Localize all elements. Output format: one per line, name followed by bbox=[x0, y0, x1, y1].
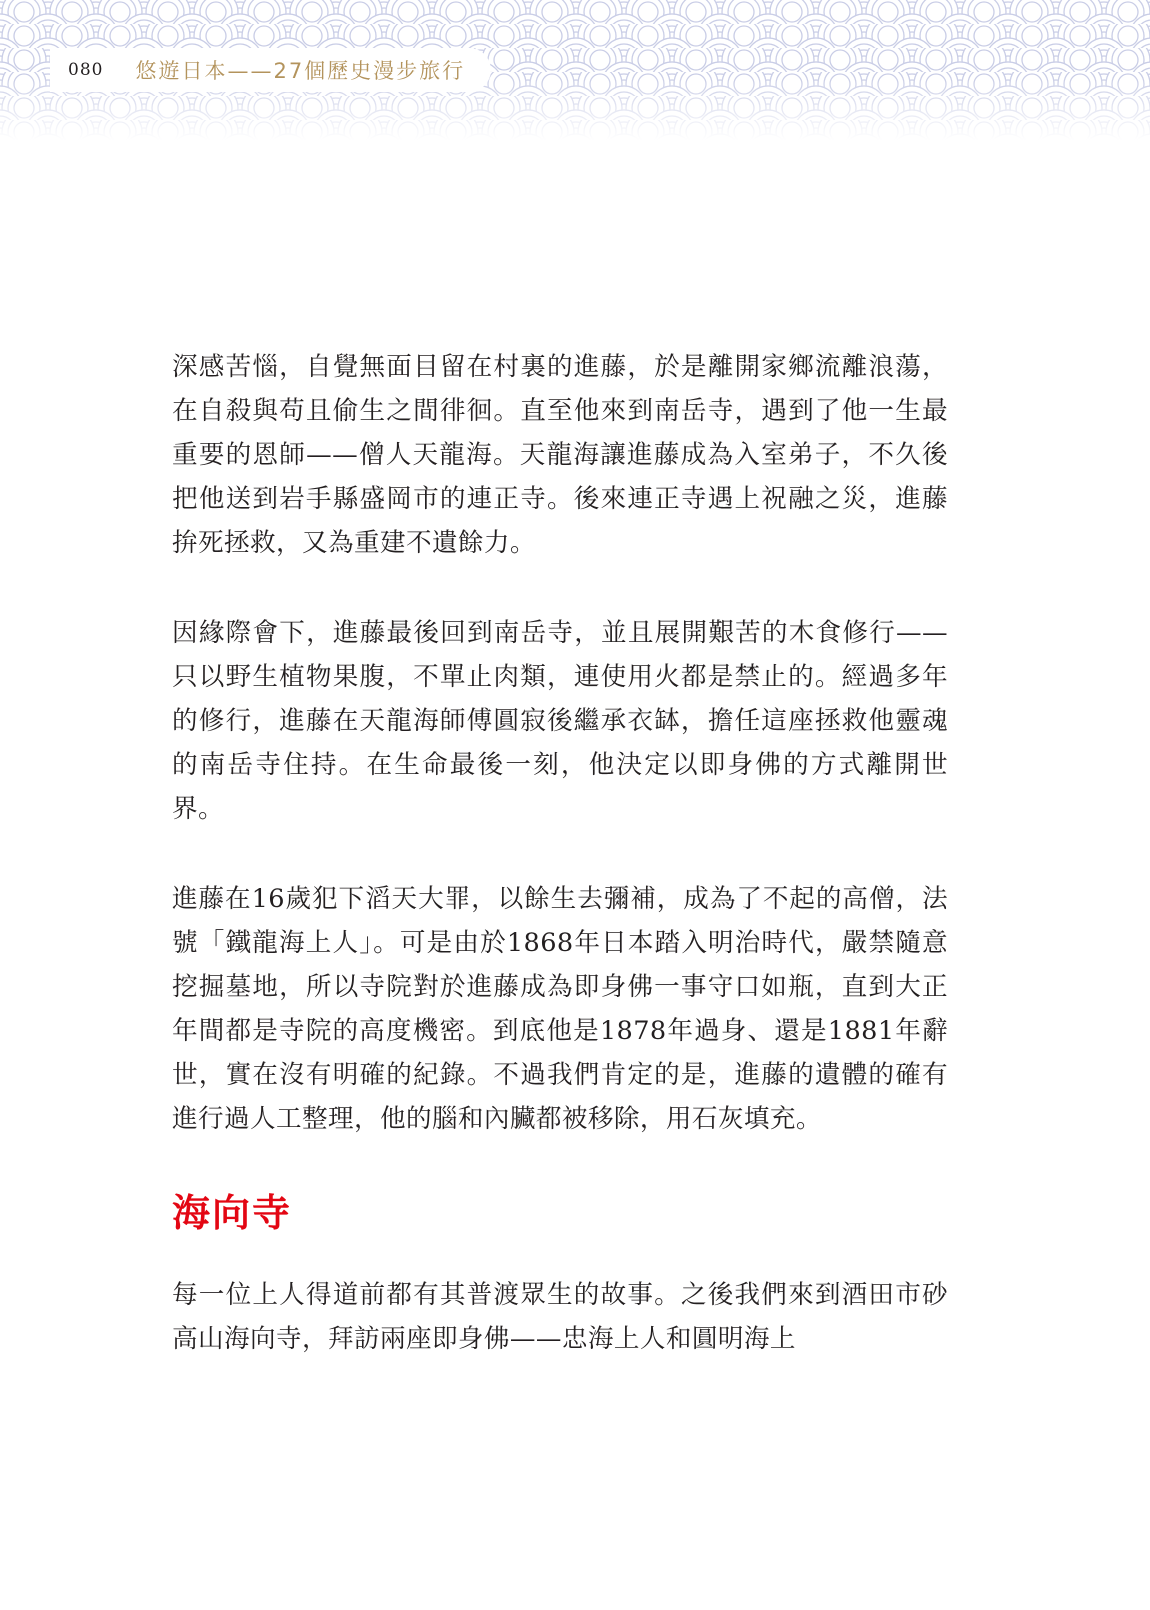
article-body bbox=[172, 345, 948, 1407]
paragraph-3: 進藤在16歲犯下滔天大罪，以餘生去彌補，成為了不起的高僧，法號「鐵龍海上人」。可是由於1868年日本踏入明治時代，嚴禁隨意挖掘墓地，所以寺院對於進藤成為即身佛一事守口如瓶，直到大正年間都是寺院的高度機密。到底他是1878年過身、還是1881年辭世，實在沒有明確的紀錄。不過我們肯定的是，進藤的遺體的確有進行過人工整理，他的腦和內臟都被移除，用石灰填充。 bbox=[172, 884, 948, 1134]
page-header bbox=[0, 0, 1150, 140]
book-title: 悠遊日本——27個歷史漫步旅行 bbox=[135, 59, 466, 83]
page-number: 080 bbox=[68, 60, 104, 80]
section-paragraph: 每一位上人得道前都有其普渡眾生的故事。之後我們來到酒田市砂高山海向寺，拜訪兩座即身佛——忠海上人和圓明海上 bbox=[172, 1280, 948, 1354]
section-title: 海向寺 bbox=[172, 1191, 293, 1235]
header-label bbox=[50, 48, 491, 92]
paragraph-1: 深感苦惱，自覺無面目留在村裏的進藤，於是離開家鄉流離浪蕩，在自殺與苟且偷生之間徘徊。直至他來到南岳寺，遇到了他一生最重要的恩師——僧人天龍海。天龍海讓進藤成為入室弟子，不久後把他送到岩手縣盛岡市的連正寺。後來連正寺遇上祝融之災，進藤拚死拯救，又為重建不遺餘力。 bbox=[172, 352, 948, 558]
paragraph-2: 因緣際會下，進藤最後回到南岳寺，並且展開艱苦的木食修行——只以野生植物果腹，不單止肉類，連使用火都是禁止的。經過多年的修行，進藤在天龍海師傅圓寂後繼承衣缽，擔任這座拯救他靈魂的南岳寺住持。在生命最後一刻，他決定以即身佛的方式離開世界。 bbox=[172, 618, 948, 824]
